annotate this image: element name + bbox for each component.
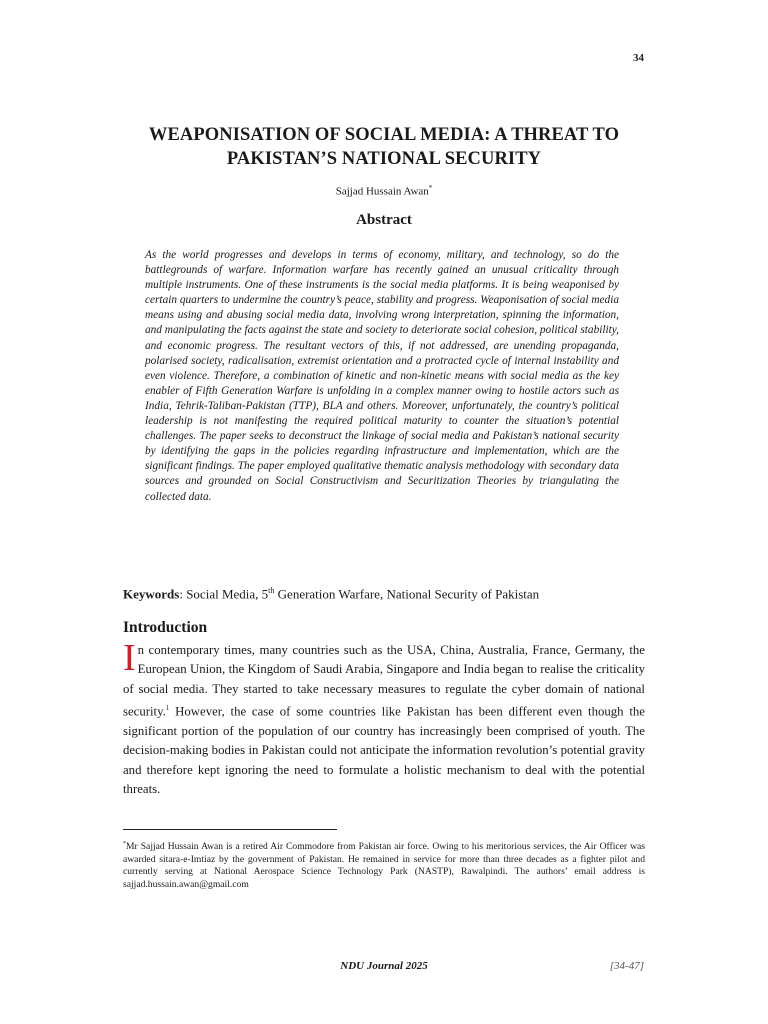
- footnote-text: Mr Sajjad Hussain Awan is a retired Air Commodore from Pakistan air force. Owing to his meritorious services, the Air Officer was awarded sitara-e-Imtiaz by the government of Pakistan. He remained in service for more than three decades as a fighter pilot and currently serving at National Aerospace Science Technology Park (NASTP), Rawalpindi. The authors’ email address is sajjad.hussain.awan@gmail.com: [123, 841, 645, 890]
- footer-page-range: [34-47]: [609, 960, 644, 972]
- footnote: [123, 838, 645, 892]
- drop-cap: I: [123, 637, 136, 679]
- author-name: Sajjad Hussain Awan: [335, 185, 429, 198]
- abstract-text: As the world progresses and develops in terms of economy, military, and technology, so do the battlegrounds of warfare. Information warfare has recently gained an unusual criticality through multiple instruments. One of these instruments is the social media platforms. It is being weaponised by certain quarters to undermine the country’s peace, stability and progress. Weaponisation of social media means using and abusing social media data, involving wrong interpretation, spinning the information, and manipulating the facts against the state and society to deteriorate social cohesion, political stability, and economic progress. The resultant vectors of this, if not addressed, are unending propaganda, polarised society, radicalisation, extremist orientation and a protracted cycle of internal instability and even violence. Therefore, a combination of kinetic and non-kinetic means with social media as the key enabler of Fifth Generation Warfare is unfolding in a complex manner owing to hostile actors such as India, Tehrik-Taliban-Pakistan (TTP), BLA and others. Moreover, unfortunately, the country’s political leadership is not manifesting the required political maturity to counter the situation’s potential challenges. The paper seeks to deconstruct the linkage of social media and Pakistan’s national security by identifying the gaps in the policies regarding infrastructure and implementation, which are the significant findings. The paper employed qualitative thematic analysis methodology with secondary data sources and grounded on Social Constructivism and Securitization Theories by triangulating the collected data.: [145, 249, 619, 503]
- footer-journal: NDU Journal 2025: [340, 960, 428, 972]
- reference-marker[interactable]: 1: [165, 704, 170, 713]
- keywords-label: Keywords: [123, 586, 180, 602]
- keywords-superscript: th: [268, 586, 275, 595]
- introduction-heading: Introduction: [123, 619, 208, 636]
- page-number: 34: [633, 52, 644, 64]
- footnote-marker: *: [123, 841, 126, 847]
- introduction-text: [123, 637, 645, 800]
- keywords-part1: : Social Media, 5: [179, 586, 269, 602]
- introduction-text-part2: However, the case of some countries like Pakistan has been different even though the significant portion of the population of our country has increasingly been comprised of youth. The decision-making bodies in Pakistan could not anticipate the information revolution’s potential gravity and therefore kept ignoring the need to formulate a holistic mechanism to deal with the potential threats.: [123, 704, 645, 797]
- author-line: [0, 184, 768, 198]
- keywords-line: [123, 586, 653, 602]
- abstract-heading: Abstract: [356, 212, 412, 228]
- footnote-divider: [123, 829, 337, 830]
- article-title: WEAPONISATION OF SOCIAL MEDIA: A THREAT TO PAKISTAN’S NATIONAL SECURITY: [148, 125, 620, 169]
- author-footnote-marker[interactable]: *: [428, 184, 433, 192]
- introduction-text-part1: n contemporary times, many countries such as the USA, China, Australia, France, Germany, the European Union, the Kingdom of Saudi Arabia, Singapore and India began to realise the criticality of social media. They started to take necessary measures to regulate the cyber domain of national security.: [123, 643, 645, 719]
- keywords-part2: Generation Warfare, National Security of Pakistan: [274, 586, 540, 602]
